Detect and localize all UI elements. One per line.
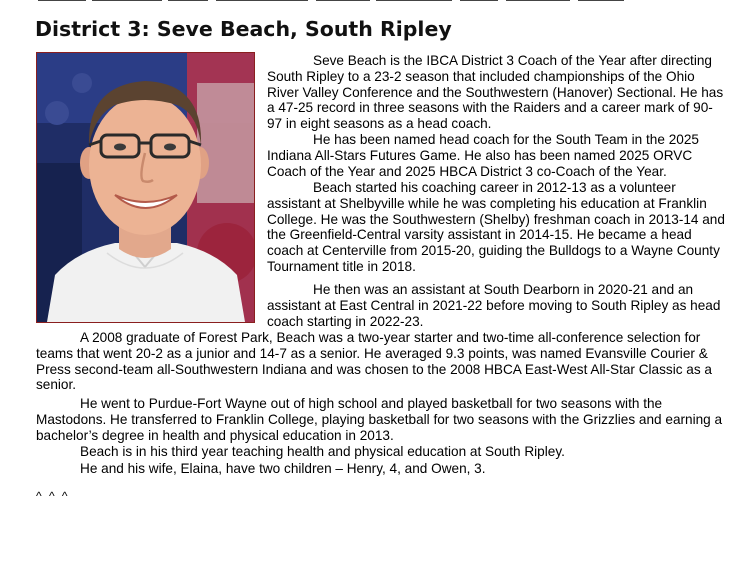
coach-portrait-icon — [37, 53, 254, 322]
coach-photo — [36, 52, 255, 323]
bio-paragraph-2: He has been named head coach for the South Team in the 2025 Indiana All-Stars Futures Game. He also has been named 2025 ORVC Coach of the Year and 2025 HBCA District 3 co-Coach of the Year. — [267, 132, 699, 179]
bio-paragraph-1: Seve Beach is the IBCA District 3 Coach of the Year after directing South Ripley to a 23-2 season that included championships of the Ohio River Valley Conference and the Southwestern (Hanover) Sectional. He has a 47-25 record in three seasons with the Raiders and a career mark of 90-97 in eight seasons as a head coach. — [267, 53, 724, 132]
bio-paragraph-8: He and his wife, Elaina, have two children – Henry, 4, and Owen, 3. — [80, 461, 486, 476]
page-title: District 3: Seve Beach, South Ripley — [35, 17, 452, 41]
bio-paragraph-4: He then was an assistant at South Dearborn in 2020-21 and an assistant at East Central in 2021-22 before moving to South Ripley as head coach starting in 2022-23. — [267, 282, 721, 329]
end-mark: ^ ^ ^ — [36, 489, 70, 503]
bio-paragraph-5: A 2008 graduate of Forest Park, Beach was a two-year starter and two-time all-conference selection for teams that went 20-2 as a junior and 14-7 as a senior. He averaged 9.3 points, was named Evansville Courier & Press second-team all-Southwestern Indiana and was chosen to the 2008 HBCA East-West All-Star Classic as a senior. — [36, 330, 712, 393]
bio-paragraph-6: He went to Purdue-Fort Wayne out of high school and played basketball for two seasons with the Mastodons. He transferred to Franklin College, playing basketball for two seasons with the Grizzlies and earning a bachelor’s degree in health and physical education in 2013. — [36, 396, 723, 443]
bio-paragraph-3: Beach started his coaching career in 2012-13 as a volunteer assistant at Shelbyville while he was completing his education at Franklin College. He was the Southwestern (Shelby) freshman coach in 2013-14 and the Greenfield-Central varsity assistant in 2014-15. He became a head coach at Centerville from 2015-20, guiding the Bulldogs to a Wayne County Tournament title in 2018. — [267, 180, 725, 274]
cut-off-text-line — [36, 0, 726, 4]
cut-off-text-glyphs — [36, 0, 726, 4]
bio-paragraph-7: Beach is in his third year teaching health and physical education at South Ripley. — [80, 444, 565, 459]
